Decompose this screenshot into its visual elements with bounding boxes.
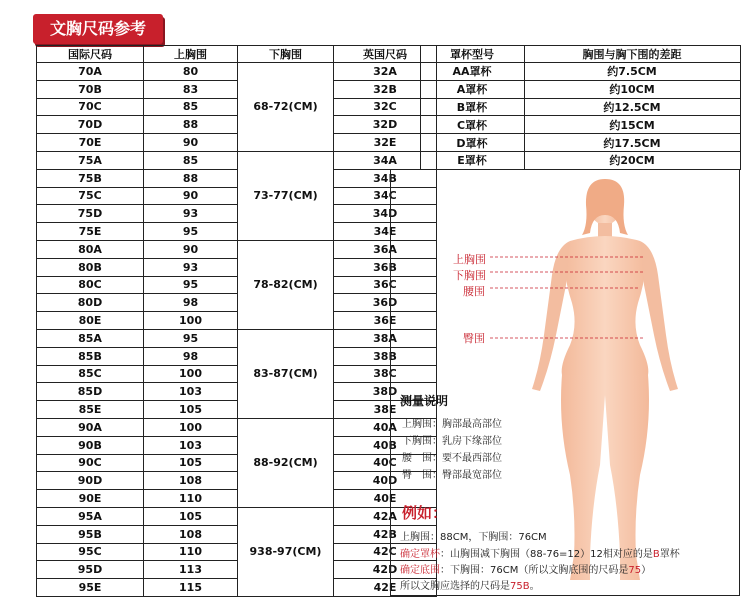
label-waist: 腰围 bbox=[463, 285, 485, 298]
cell-cup-type: AA罩杯 bbox=[420, 63, 524, 81]
measure-item: 臀 围：臀部最宽部位 bbox=[402, 470, 502, 481]
example-line: 确定底围：下胸围：76CM（所以文胸底围的尺码是75） bbox=[400, 565, 652, 576]
table-row bbox=[37, 169, 437, 187]
cell-upper-bust: 100 bbox=[144, 365, 238, 383]
cell-under-bust: 78-82(CM) bbox=[238, 240, 334, 329]
table-row bbox=[37, 151, 437, 169]
cell-intl-size: 95B bbox=[37, 525, 144, 543]
cell-upper-bust: 105 bbox=[144, 507, 238, 525]
cell-intl-size: 70E bbox=[37, 134, 144, 152]
cell-intl-size: 90A bbox=[37, 418, 144, 436]
cell-uk-size: 32D bbox=[334, 116, 437, 134]
table-row bbox=[37, 187, 437, 205]
cell-uk-size: 36C bbox=[334, 276, 437, 294]
measure-item: 下胸围：乳房下缘部位 bbox=[402, 436, 502, 447]
table-row bbox=[37, 579, 437, 597]
example-line: 所以文胸应选择的尺码是75B。 bbox=[400, 581, 540, 592]
cell-upper-bust: 95 bbox=[144, 329, 238, 347]
cell-uk-size: 36A bbox=[334, 240, 437, 258]
cell-upper-bust: 98 bbox=[144, 347, 238, 365]
cell-intl-size: 95D bbox=[37, 561, 144, 579]
page-title: 文胸尺码参考 bbox=[33, 14, 163, 44]
example-heading: 例如： bbox=[402, 504, 448, 522]
cell-uk-size: 34A bbox=[334, 151, 437, 169]
cell-uk-size: 32A bbox=[334, 63, 437, 81]
cell-intl-size: 80D bbox=[37, 294, 144, 312]
table-row bbox=[37, 276, 437, 294]
table-row bbox=[37, 329, 437, 347]
size-table bbox=[36, 45, 437, 597]
cell-uk-size: 38E bbox=[334, 401, 437, 419]
cell-upper-bust: 88 bbox=[144, 169, 238, 187]
cell-upper-bust: 95 bbox=[144, 223, 238, 241]
cell-uk-size: 40A bbox=[334, 418, 437, 436]
cell-upper-bust: 85 bbox=[144, 151, 238, 169]
header-upper-bust: 上胸围 bbox=[144, 46, 238, 63]
cell-uk-size: 38D bbox=[334, 383, 437, 401]
cell-upper-bust: 98 bbox=[144, 294, 238, 312]
label-upper-bust: 上胸围 bbox=[453, 253, 486, 266]
cell-upper-bust: 93 bbox=[144, 258, 238, 276]
cell-diff: 约10CM bbox=[524, 80, 740, 98]
table-row bbox=[37, 347, 437, 365]
table-row bbox=[390, 63, 740, 81]
cell-intl-size: 90D bbox=[37, 472, 144, 490]
cell-under-bust: 68-72(CM) bbox=[238, 63, 334, 152]
cell-under-bust: 88-92(CM) bbox=[238, 418, 334, 507]
cell-cup-type: D罩杯 bbox=[420, 134, 524, 152]
cell-uk-size: 42D bbox=[334, 561, 437, 579]
cell-uk-size: 34D bbox=[334, 205, 437, 223]
cell-intl-size: 70A bbox=[37, 63, 144, 81]
table-row bbox=[37, 418, 437, 436]
cell-intl-size: 80B bbox=[37, 258, 144, 276]
table-row bbox=[37, 116, 437, 134]
cell-uk-size: 34C bbox=[334, 187, 437, 205]
cell-upper-bust: 105 bbox=[144, 454, 238, 472]
measure-item: 腰 围：要不最西部位 bbox=[402, 453, 502, 464]
cell-uk-size: 34B bbox=[334, 169, 437, 187]
cell-upper-bust: 108 bbox=[144, 525, 238, 543]
table-row bbox=[390, 116, 740, 134]
label-hip: 臀围 bbox=[463, 332, 485, 345]
cell-intl-size: 80C bbox=[37, 276, 144, 294]
table-row bbox=[37, 472, 437, 490]
cell-uk-size: 36B bbox=[334, 258, 437, 276]
cell-uk-size: 40D bbox=[334, 472, 437, 490]
cell-uk-size: 36D bbox=[334, 294, 437, 312]
cell-intl-size: 70B bbox=[37, 80, 144, 98]
cell-upper-bust: 110 bbox=[144, 490, 238, 508]
cell-intl-size: 75D bbox=[37, 205, 144, 223]
header-diff: 胸围与胸下围的差距 bbox=[524, 46, 740, 63]
cell-upper-bust: 83 bbox=[144, 80, 238, 98]
label-under-bust: 下胸围 bbox=[453, 269, 486, 282]
table-row bbox=[390, 80, 740, 98]
cell-diff: 约17.5CM bbox=[524, 134, 740, 152]
cell-cup-type: E罩杯 bbox=[420, 151, 524, 169]
table-row bbox=[37, 454, 437, 472]
cell-upper-bust: 90 bbox=[144, 240, 238, 258]
cell-upper-bust: 85 bbox=[144, 98, 238, 116]
cell-intl-size: 95E bbox=[37, 579, 144, 597]
table-row bbox=[37, 436, 437, 454]
cell-intl-size: 85C bbox=[37, 365, 144, 383]
table-row bbox=[37, 294, 437, 312]
table-row bbox=[37, 63, 437, 81]
cell-intl-size: 85A bbox=[37, 329, 144, 347]
cell-intl-size: 80E bbox=[37, 312, 144, 330]
cell-upper-bust: 115 bbox=[144, 579, 238, 597]
cell-diff: 约15CM bbox=[524, 116, 740, 134]
cell-intl-size: 90E bbox=[37, 490, 144, 508]
table-row bbox=[37, 240, 437, 258]
cell-upper-bust: 88 bbox=[144, 116, 238, 134]
cell-uk-size: 40B bbox=[334, 436, 437, 454]
cell-uk-size: 42E bbox=[334, 579, 437, 597]
cell-uk-size: 42B bbox=[334, 525, 437, 543]
cell-upper-bust: 90 bbox=[144, 187, 238, 205]
table-row bbox=[37, 543, 437, 561]
cell-intl-size: 70C bbox=[37, 98, 144, 116]
cell-cup-type: B罩杯 bbox=[420, 98, 524, 116]
cell-upper-bust: 108 bbox=[144, 472, 238, 490]
table-row bbox=[37, 561, 437, 579]
cell-cup-type: A罩杯 bbox=[420, 80, 524, 98]
table-row bbox=[390, 151, 740, 169]
table-row bbox=[37, 525, 437, 543]
cell-diff: 约7.5CM bbox=[524, 63, 740, 81]
table-row bbox=[37, 134, 437, 152]
cell-uk-size: 38A bbox=[334, 329, 437, 347]
cup-table bbox=[390, 45, 741, 170]
cell-uk-size: 34E bbox=[334, 223, 437, 241]
cell-intl-size: 80A bbox=[37, 240, 144, 258]
header-uk-size: 英国尺码 bbox=[334, 46, 437, 63]
cell-intl-size: 95A bbox=[37, 507, 144, 525]
cell-uk-size: 38B bbox=[334, 347, 437, 365]
cell-upper-bust: 90 bbox=[144, 134, 238, 152]
cell-under-bust: 73-77(CM) bbox=[238, 151, 334, 240]
cell-under-bust: 938-97(CM) bbox=[238, 507, 334, 596]
cell-uk-size: 32C bbox=[334, 98, 437, 116]
cell-upper-bust: 95 bbox=[144, 276, 238, 294]
cell-intl-size: 75B bbox=[37, 169, 144, 187]
cell-upper-bust: 93 bbox=[144, 205, 238, 223]
cell-intl-size: 70D bbox=[37, 116, 144, 134]
cell-upper-bust: 103 bbox=[144, 436, 238, 454]
table-row bbox=[390, 98, 740, 116]
table-row bbox=[37, 205, 437, 223]
cell-uk-size: 32E bbox=[334, 134, 437, 152]
cell-cup-type: C罩杯 bbox=[420, 116, 524, 134]
example-line: 上胸围：88CM，下胸围：76CM bbox=[400, 532, 547, 543]
cell-upper-bust: 113 bbox=[144, 561, 238, 579]
measure-heading: 测量说明 bbox=[400, 394, 449, 408]
cell-uk-size: 38C bbox=[334, 365, 437, 383]
measure-item: 上胸围：胸部最高部位 bbox=[402, 419, 502, 430]
table-row bbox=[37, 365, 437, 383]
cell-intl-size: 85D bbox=[37, 383, 144, 401]
table-row bbox=[37, 98, 437, 116]
cell-intl-size: 75E bbox=[37, 223, 144, 241]
cell-uk-size: 40E bbox=[334, 490, 437, 508]
cell-uk-size: 40C bbox=[334, 454, 437, 472]
example-line: 确定罩杯：山胸围减下胸围（88-76=12）12相对应的是B罩杯 bbox=[400, 549, 680, 560]
cell-under-bust: 83-87(CM) bbox=[238, 329, 334, 418]
table-row bbox=[37, 401, 437, 419]
cell-intl-size: 85E bbox=[37, 401, 144, 419]
cell-upper-bust: 105 bbox=[144, 401, 238, 419]
cell-intl-size: 90C bbox=[37, 454, 144, 472]
header-under-bust: 下胸围 bbox=[238, 46, 334, 63]
cell-upper-bust: 110 bbox=[144, 543, 238, 561]
header-intl-size: 国际尺码 bbox=[37, 46, 144, 63]
table-row bbox=[37, 258, 437, 276]
table-row bbox=[37, 490, 437, 508]
cell-uk-size: 42A bbox=[334, 507, 437, 525]
table-row bbox=[37, 223, 437, 241]
cell-uk-size: 36E bbox=[334, 312, 437, 330]
cell-uk-size: 42C bbox=[334, 543, 437, 561]
table-row bbox=[37, 80, 437, 98]
cell-upper-bust: 100 bbox=[144, 312, 238, 330]
cell-upper-bust: 80 bbox=[144, 63, 238, 81]
cell-diff: 约20CM bbox=[524, 151, 740, 169]
cell-upper-bust: 103 bbox=[144, 383, 238, 401]
header-cup-type: 罩杯型号 bbox=[420, 46, 524, 63]
cell-intl-size: 75A bbox=[37, 151, 144, 169]
cell-intl-size: 90B bbox=[37, 436, 144, 454]
table-row bbox=[37, 507, 437, 525]
cell-upper-bust: 100 bbox=[144, 418, 238, 436]
cell-intl-size: 85B bbox=[37, 347, 144, 365]
table-row bbox=[390, 134, 740, 152]
cell-intl-size: 75C bbox=[37, 187, 144, 205]
table-row bbox=[37, 383, 437, 401]
cell-uk-size: 32B bbox=[334, 80, 437, 98]
cell-intl-size: 95C bbox=[37, 543, 144, 561]
cell-diff: 约12.5CM bbox=[524, 98, 740, 116]
table-row bbox=[37, 312, 437, 330]
